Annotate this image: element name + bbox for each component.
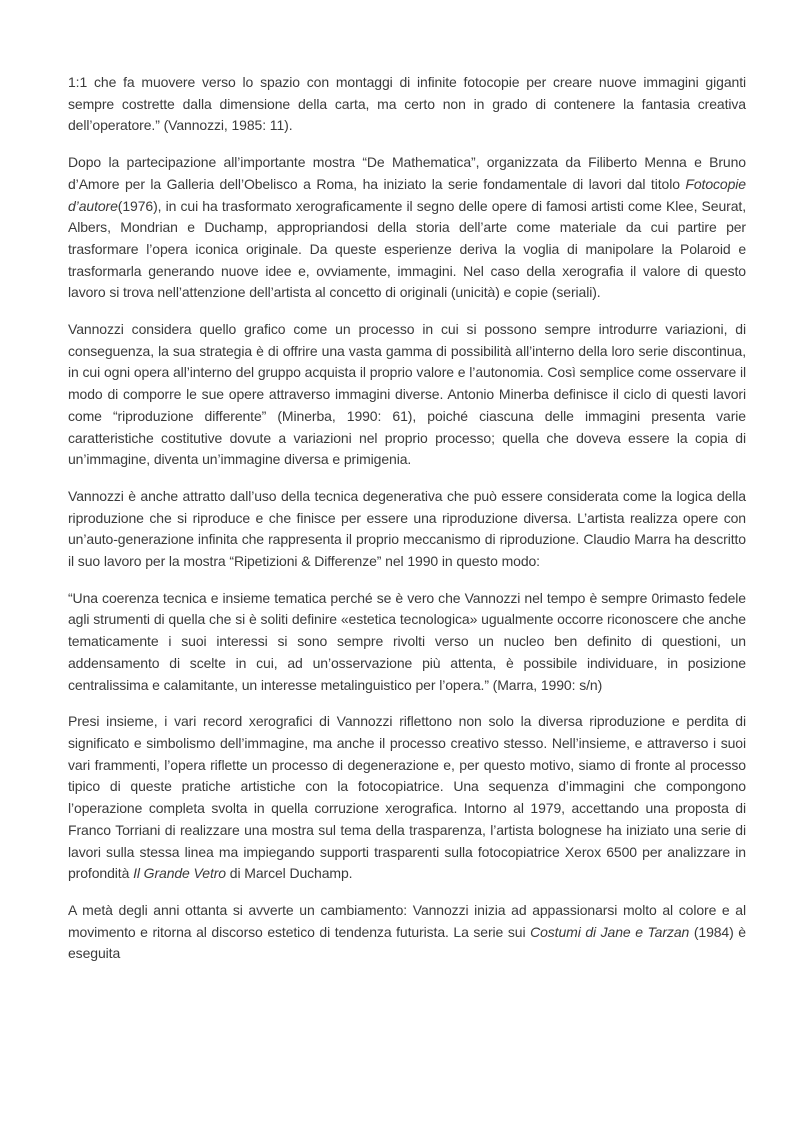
text-run: “Una coerenza tecnica e insieme tematica perché se è vero che Vannozzi nel tempo è sempre 0rimasto fedele agli strumenti di quella che si è soliti definire «estetica tecnologica» ugualmente occorre riconoscere che anche tematicamente i suoi interessi si sono sempre rivolti verso un nucleo ben definito di questioni, un addensamento di scelte in cui, ad un’osservazione più attenta, è possibile individuare, in posizione centralissima e calamitante, un interesse metalinguistico per l’opera.” (Marra, 1990: s/n) bbox=[68, 589, 746, 693]
text-run: Dopo la partecipazione all’importante mostra “De Mathematica”, organizzata da Filiberto Menna e Bruno d’Amore per la Galleria dell’Obelisco a Roma, ha iniziato la serie fondamentale di lavori dal titolo bbox=[68, 154, 746, 192]
paragraph-5-quote bbox=[68, 588, 746, 697]
text-run: di Marcel Duchamp. bbox=[225, 865, 353, 882]
paragraph-2 bbox=[68, 152, 746, 304]
paragraph-4 bbox=[68, 486, 746, 573]
paragraph-1 bbox=[68, 72, 746, 137]
paragraph-3 bbox=[68, 319, 746, 471]
text-run: Vannozzi è anche attratto dall’uso della tecnica degenerativa che può essere considerata come la logica della riproduzione che si riproduce e che finisce per essere una riproduzione diversa. L’artista realizza opere con un’auto-generazione infinita che rappresenta il proprio meccanismo di riproduzione. Claudio Marra ha descritto il suo lavoro per la mostra “Ripetizioni & Differenze” nel 1990 in questo modo: bbox=[68, 487, 746, 570]
paragraph-7 bbox=[68, 900, 746, 965]
text-run: Presi insieme, i vari record xerografici di Vannozzi riflettono non solo la diversa riproduzione e perdita di significato e simbolismo dell’immagine, ma anche il processo creativo stesso. Nell’insieme, e attraverso i suoi vari frammenti, l’opera riflette un processo di degenerazione e, per questo motivo, siamo di fronte al processo tipico di queste pratiche artistiche con la fotocopiatrice. Una sequenza d’immagini che compongono l’operazione completa svolta in quella corruzione xerografica. Intorno al 1979, accettando una proposta di Franco Torriani di realizzare una mostra sul tema della trasparenza, l’artista bolognese ha iniziato una serie di lavori sulla stessa linea ma impiegando supporti trasparenti sulla fotocopiatrice Xerox 6500 per analizzare in profondità bbox=[68, 713, 746, 882]
text-run: Vannozzi considera quello grafico come un processo in cui si possono sempre introdurre variazioni, di conseguenza, la sua strategia è di offrire una vasta gamma di possibilità all’interno della loro serie discontinua, in cui ogni opera all’interno del gruppo acquista il proprio valore e l’autonomia. Così semplice come osservare il modo di comporre le sue opere attraverso immagini diverse. Antonio Minerba definisce il ciclo di questi lavori come “riproduzione differente” (Minerba, 1990: 61), poiché ciascuna delle immagini presenta varie caratteristiche costitutive dovute a variazioni nel proprio processo; quella che doveva essere la copia di un’immagine, diventa un’immagine diversa e primigenia. bbox=[68, 321, 746, 468]
text-run: 1:1 che fa muovere verso lo spazio con montaggi di infinite fotocopie per creare nuove immagini giganti sempre costrette dalla dimensione della carta, ma certo non in grado di contenere la fantasia creativa dell’operatore.” (Vannozzi, 1985: 11). bbox=[68, 74, 746, 134]
italic-text-run: Fotocopie d’autore bbox=[68, 175, 746, 214]
paragraph-6 bbox=[68, 711, 746, 885]
italic-text-run: Il Grande Vetro bbox=[133, 865, 226, 882]
italic-text-run: Costumi di Jane e Tarzan bbox=[530, 923, 690, 940]
text-run: (1976), in cui ha trasformato xerograficamente il segno delle opere di famosi artisti come Klee, Seurat, Albers, Mondrian e Duchamp, appropriandosi della storia dell’arte come materiale da cui partire per trasformare l’opera iconica originale. Da queste esperienze deriva la voglia di manipolare la Polaroid e trasformarla generando nuove idee e, ovviamente, immagini. Nel caso della xerografia il valore di questo lavoro si trova nell’attenzione dell’artista al concetto di originali (unicità) e copie (seriali). bbox=[68, 197, 746, 301]
text-run: (1984) è eseguita bbox=[68, 923, 746, 962]
text-run: A metà degli anni ottanta si avverte un cambiamento: Vannozzi inizia ad appassionarsi molto al colore e al movimento e ritorna al discorso estetico di tendenza futurista. La serie sui bbox=[68, 901, 746, 940]
